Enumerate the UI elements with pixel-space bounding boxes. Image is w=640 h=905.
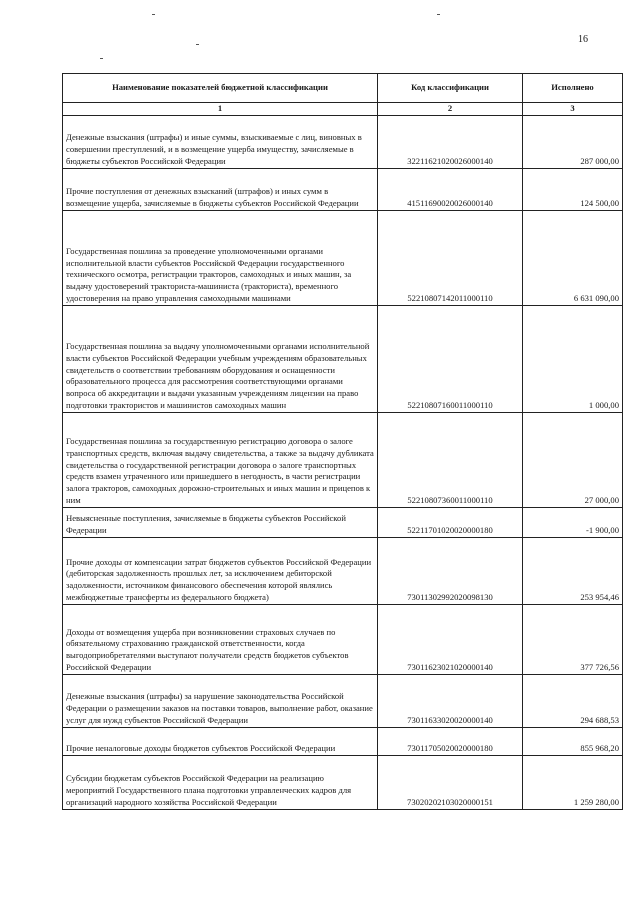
- row-name: Государственная пошлина за государственную регистрацию договора о залоге транспортных средств, включая выдачу свидетельства, а также за выдачу дубликата свидетельства о государственной регистрации договора о залоге транспортных средств взамен утраченного или пришедшего в негодность, в части регистрации залога тракторов, самоходных дорожно-строительных и иных машин и прицепов к ним: [63, 412, 378, 507]
- table-row: [63, 537, 623, 604]
- table-row: [63, 168, 623, 210]
- row-code: 52210807160011000110: [378, 305, 523, 412]
- row-code: 73011633020020000140: [378, 674, 523, 727]
- row-code: 73011705020020000180: [378, 727, 523, 755]
- column-number-2: 2: [378, 103, 523, 116]
- row-code: 52211701020020000180: [378, 507, 523, 537]
- row-name: Государственная пошлина за выдачу уполномоченными органами исполнительной власти субъектов Российской Федерации учебным учреждениям образовательных свидетельств о соответствии требованиям оборудования и оснащенности образовательного процесса для рассмотрения соответствующими органами вопроса об аккредитации и выдачи указанным учреждениям лицензии на право подготовки трактористов и машинистов самоходных машин: [63, 305, 378, 412]
- row-name: Денежные взыскания (штрафы) за нарушение законодательства Российской Федерации о размещении заказов на поставки товаров, выполнение работ, оказание услуг для нужд субъектов Российской Федерации: [63, 674, 378, 727]
- table-row: [63, 507, 623, 537]
- table-row: [63, 604, 623, 674]
- row-name: Субсидии бюджетам субъектов Российской Федерации на реализацию мероприятий Государственного плана подготовки управленческих кадров для организаций народного хозяйства Российской Федерации: [63, 755, 378, 809]
- table-row: [63, 727, 623, 755]
- header-code: Код классификации: [378, 74, 523, 103]
- row-amount: 377 726,56: [523, 604, 623, 674]
- column-number-1: 1: [63, 103, 378, 116]
- row-amount: 124 500,00: [523, 168, 623, 210]
- row-amount: 6 631 090,00: [523, 210, 623, 305]
- column-number-row: [63, 103, 623, 116]
- row-code: 73011623021020000140: [378, 604, 523, 674]
- table-row: [63, 305, 623, 412]
- row-name: Невыясненные поступления, зачисляемые в бюджеты субъектов Российской Федерации: [63, 507, 378, 537]
- header-name: Наименование показателей бюджетной классификации: [63, 74, 378, 103]
- table-row: [63, 755, 623, 809]
- row-amount: 1 259 280,00: [523, 755, 623, 809]
- row-name: Прочие поступления от денежных взысканий (штрафов) и иных сумм в возмещение ущерба, зачисляемые в бюджеты субъектов Российской Федерации: [63, 168, 378, 210]
- page-number: 16: [578, 34, 588, 45]
- row-name: Государственная пошлина за проведение уполномоченными органами исполнительной власти субъектов Российской Федерации государственного технического осмотра, регистрации тракторов, самоходных и иных машин, за выдачу удостоверений тракториста-машиниста (тракториста), временного удостоверения на право управления самоходными машинами: [63, 210, 378, 305]
- column-number-3: 3: [523, 103, 623, 116]
- table-row: [63, 210, 623, 305]
- row-amount: 287 000,00: [523, 115, 623, 168]
- row-code: 52210807360011000110: [378, 412, 523, 507]
- budget-table: [62, 73, 623, 810]
- row-code: 73011302992020098130: [378, 537, 523, 604]
- row-amount: 27 000,00: [523, 412, 623, 507]
- table-row: [63, 674, 623, 727]
- table-row: [63, 115, 623, 168]
- row-code: 41511690020026000140: [378, 168, 523, 210]
- row-amount: -1 900,00: [523, 507, 623, 537]
- row-amount: 294 688,53: [523, 674, 623, 727]
- row-amount: 253 954,46: [523, 537, 623, 604]
- header-executed: Исполнено: [523, 74, 623, 103]
- row-code: 52210807142011000110: [378, 210, 523, 305]
- table-row: [63, 412, 623, 507]
- row-code: 73020202103020000151: [378, 755, 523, 809]
- row-name: Прочие доходы от компенсации затрат бюджетов субъектов Российской Федерации (дебиторская задолженность прошлых лет, за исключением дебиторской задолженности, источником финансового обеспечения которой являлись межбюджетные трансферты из федерального бюджета): [63, 537, 378, 604]
- row-amount: 1 000,00: [523, 305, 623, 412]
- row-name: Прочие неналоговые доходы бюджетов субъектов Российской Федерации: [63, 727, 378, 755]
- row-name: Денежные взыскания (штрафы) и иные суммы, взыскиваемые с лиц, виновных в совершении преступлений, и в возмещение ущерба имуществу, зачисляемые в бюджеты субъектов Российской Федерации: [63, 115, 378, 168]
- row-amount: 855 968,20: [523, 727, 623, 755]
- row-name: Доходы от возмещения ущерба при возникновении страховых случаев по обязательному страхованию гражданской ответственности, когда выгодоприобретателями выступают получатели средств бюджетов субъектов Российской Федерации: [63, 604, 378, 674]
- row-code: 32211621020026000140: [378, 115, 523, 168]
- table-header-row: [63, 74, 623, 103]
